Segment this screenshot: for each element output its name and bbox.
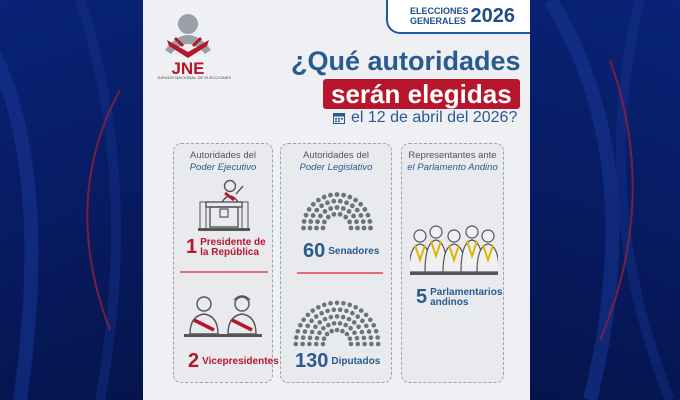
seat-dot <box>349 226 354 231</box>
seat-dot <box>345 332 350 337</box>
seat-dot <box>348 336 353 341</box>
svg-text:JNE: JNE <box>171 59 205 76</box>
background-right <box>530 0 680 400</box>
seat-dot <box>315 336 320 341</box>
seat-dot <box>307 207 312 212</box>
seat-dot <box>331 212 336 217</box>
seat-dot <box>302 219 307 224</box>
seat-dot <box>300 342 305 347</box>
seat-dot <box>347 303 352 308</box>
seat-dot <box>347 209 352 214</box>
andean-parliamentarians-icon <box>410 222 498 278</box>
seat-dot <box>321 226 326 231</box>
infographic-card <box>143 0 530 400</box>
seat-dot <box>376 342 381 347</box>
divider <box>297 272 383 274</box>
logo-caption: JURADO NACIONAL DE ELECCIONES <box>157 75 232 80</box>
seat-dot <box>308 226 313 231</box>
seat-dot <box>362 336 367 341</box>
seat-dot <box>329 329 334 334</box>
chamber-seats-icon <box>289 294 385 348</box>
elections-badge <box>386 0 530 34</box>
deputies-count: 130 Diputados <box>295 350 381 372</box>
seat-dot <box>317 320 322 325</box>
seat-dot <box>319 311 324 316</box>
seat-dot <box>304 213 309 218</box>
seat-dot <box>355 314 360 319</box>
seat-dot <box>344 309 349 314</box>
senators-count: 60 Senadores <box>303 240 380 262</box>
seat-dot <box>335 205 340 210</box>
seat-dot <box>367 219 372 224</box>
seat-dot <box>332 321 337 326</box>
seat-dot <box>351 214 356 219</box>
seat-dot <box>309 319 314 324</box>
seat-dot <box>350 311 355 316</box>
seat-dot <box>341 301 346 306</box>
person-head <box>482 230 494 242</box>
seat-dot <box>306 313 311 318</box>
title-line1: ¿Qué autoridades <box>291 46 521 76</box>
background-decoration <box>0 0 143 400</box>
vicepresidents-icon <box>184 292 264 340</box>
divider <box>180 271 268 273</box>
vicepresidents-count: 2 Vicepresidentes <box>188 350 279 372</box>
seat-dot <box>347 195 352 200</box>
seat-dot <box>338 321 343 326</box>
seat-dot <box>329 315 334 320</box>
seat-dot <box>335 314 340 319</box>
seat-dot <box>298 323 303 328</box>
president-count: 1 Presidente de la República <box>186 236 266 258</box>
seat-dot <box>308 336 313 341</box>
president-icon <box>196 178 252 232</box>
background-decoration <box>530 0 680 400</box>
seat-dot <box>321 326 326 331</box>
seat-dot <box>360 330 365 335</box>
seat-dot <box>341 206 346 211</box>
seat-dot <box>368 317 373 322</box>
seat-dot <box>328 193 333 198</box>
seat-dot <box>352 320 357 325</box>
seat-dot <box>371 323 376 328</box>
seat-dot <box>338 212 343 217</box>
seat-dot <box>364 313 369 318</box>
elections-line2: GENERALES <box>410 16 467 26</box>
seat-dot <box>308 219 313 224</box>
seat-dot <box>317 330 322 335</box>
seat-dot <box>305 324 310 329</box>
seat-dot <box>358 202 363 207</box>
seat-dot <box>294 335 299 340</box>
seat-dot <box>314 208 319 213</box>
seat-dot <box>359 213 364 218</box>
seat-dot <box>341 193 346 198</box>
seat-dot <box>325 309 330 314</box>
seat-dot <box>349 342 354 347</box>
seat-dot <box>294 342 299 347</box>
seat-dot <box>326 215 331 220</box>
seat-dot <box>352 330 357 335</box>
seat-dot <box>335 301 340 306</box>
seat-dot <box>344 200 349 205</box>
seat-dot <box>354 219 359 224</box>
seat-dot <box>335 192 340 197</box>
seat-dot <box>353 305 358 310</box>
seat-dot <box>366 213 371 218</box>
person-head <box>466 226 478 238</box>
seat-dot <box>335 328 340 333</box>
seat-dot <box>347 317 352 322</box>
seat-dot <box>362 226 367 231</box>
person-head <box>414 230 426 242</box>
seat-dot <box>318 214 323 219</box>
seat-dot <box>322 220 327 225</box>
base-line <box>410 272 498 275</box>
seat-dot <box>323 317 328 322</box>
seat-dot <box>356 342 361 347</box>
seat-dot <box>362 342 367 347</box>
column-andean <box>401 143 504 383</box>
title-date: el 12 de abril del 2026? <box>351 109 518 126</box>
seat-dot <box>313 324 318 329</box>
seat-dot <box>301 226 306 231</box>
seat-dot <box>359 308 364 313</box>
seat-dot <box>368 226 373 231</box>
seat-dot <box>315 219 320 224</box>
seat-dot <box>369 335 374 340</box>
seat-dot <box>343 323 348 328</box>
column-executive <box>173 143 279 383</box>
seat-dot <box>343 215 348 220</box>
seat-dot <box>360 319 365 324</box>
seat-dot <box>316 305 321 310</box>
seat-dot <box>331 199 336 204</box>
title-line3 <box>333 109 517 127</box>
seat-dot <box>301 317 306 322</box>
elections-line1: ELECCIONES <box>410 6 469 16</box>
seat-dot <box>361 219 366 224</box>
seat-dot <box>338 199 343 204</box>
seat-dot <box>350 203 355 208</box>
seat-dot <box>311 202 316 207</box>
seat-dot <box>328 206 333 211</box>
column-legislative-head: Autoridades del Poder Legislativo <box>299 150 373 173</box>
person-head <box>448 230 460 242</box>
seat-dot <box>362 207 367 212</box>
seat-dot <box>374 329 379 334</box>
jne-logo-icon <box>157 10 219 76</box>
seat-dot <box>353 198 358 203</box>
background-left <box>0 0 143 400</box>
seat-dot <box>323 209 328 214</box>
seat-dot <box>314 342 319 347</box>
seat-dot <box>367 329 372 334</box>
elections-year: 2026 <box>470 4 516 27</box>
senate-seats-icon <box>295 184 379 232</box>
seat-dot <box>311 213 316 218</box>
seat-dot <box>369 342 374 347</box>
seat-dot <box>322 195 327 200</box>
seat-dot <box>347 220 352 225</box>
column-andean-head: Representantes ante el Parlamento Andino <box>407 150 498 173</box>
seat-dot <box>319 203 324 208</box>
seat-dot <box>341 315 346 320</box>
seat-dot <box>326 323 331 328</box>
seat-dot <box>296 329 301 334</box>
column-legislative <box>280 143 392 383</box>
seat-dot <box>314 314 319 319</box>
seat-dot <box>301 335 306 340</box>
seat-dot <box>332 307 337 312</box>
seat-dot <box>325 200 330 205</box>
column-executive-head: Autoridades del Poder Ejecutivo <box>189 150 257 173</box>
title-line2: serán elegidas <box>323 79 520 109</box>
seat-dot <box>338 307 343 312</box>
seat-dot <box>340 329 345 334</box>
seat-dot <box>322 336 327 341</box>
seat-dot <box>325 332 330 337</box>
seat-dot <box>310 330 315 335</box>
person-head <box>430 226 442 238</box>
seat-dot <box>316 198 321 203</box>
seat-dot <box>322 303 327 308</box>
seat-dot <box>328 301 333 306</box>
andean-count: 5 Parlamentarios andinos <box>416 286 503 308</box>
seat-dot <box>314 226 319 231</box>
calendar-icon <box>333 112 345 124</box>
seat-dot <box>355 226 360 231</box>
seat-dot <box>321 342 326 347</box>
seat-dot <box>364 324 369 329</box>
seat-dot <box>355 336 360 341</box>
seat-dot <box>375 335 380 340</box>
seat-dot <box>356 324 361 329</box>
seat-dot <box>310 308 315 313</box>
seat-dot <box>348 326 353 331</box>
seat-dot <box>303 329 308 334</box>
jne-logo <box>157 10 219 80</box>
seat-dot <box>307 342 312 347</box>
seat-dot <box>355 208 360 213</box>
